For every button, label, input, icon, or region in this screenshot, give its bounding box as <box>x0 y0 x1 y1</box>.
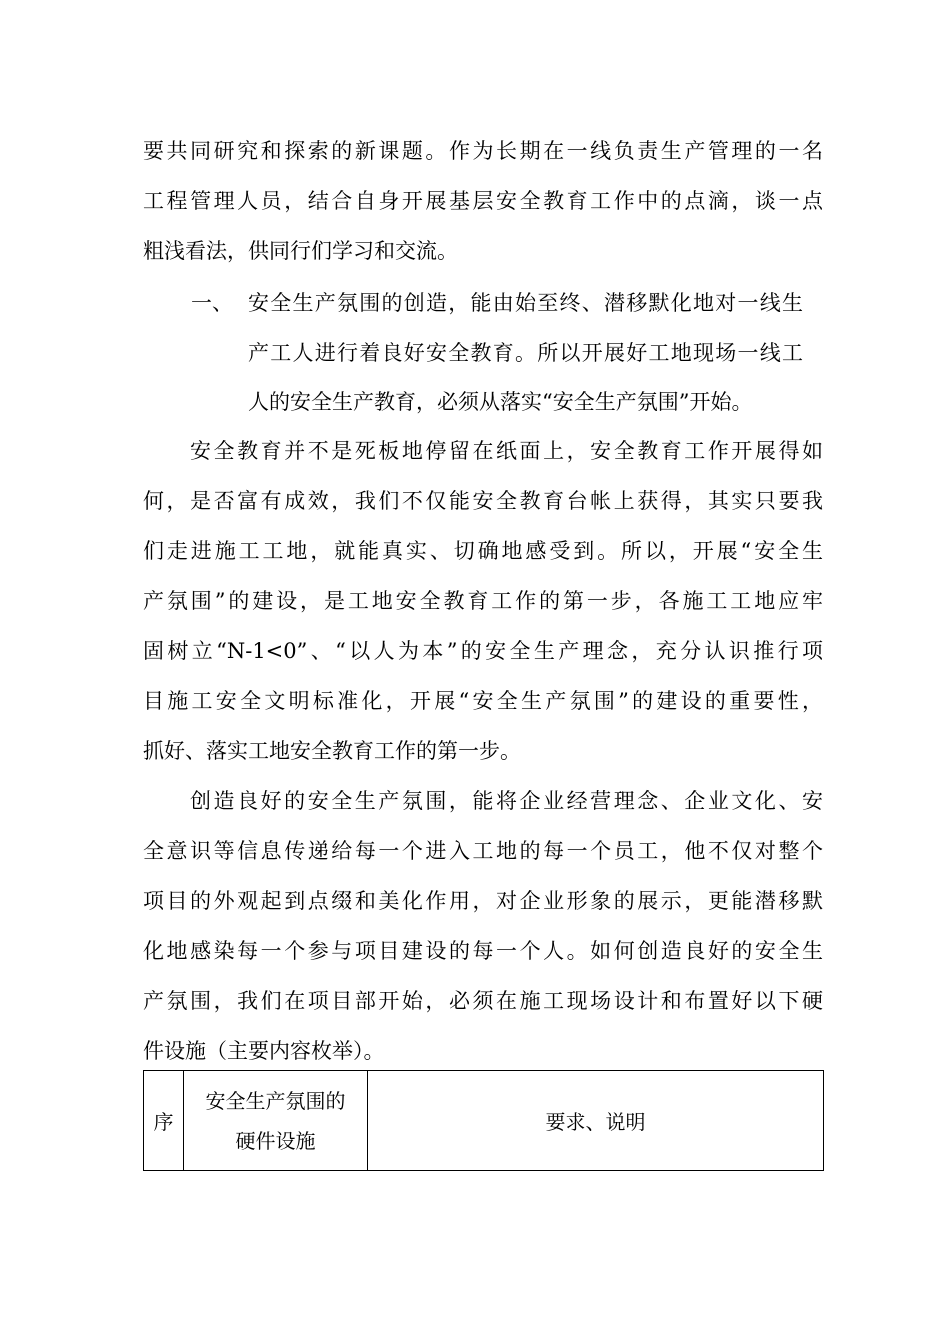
heading-line: 产工人进行着良好安全教育。所以开展好工地现场一线工 <box>248 341 803 365</box>
text-line: 何，是否富有成效，我们不仅能安全教育台帐上获得，其实只要我 <box>143 489 823 513</box>
facilities-table <box>143 1070 824 1171</box>
text-line: 项目的外观起到点缀和美化作用，对企业形象的展示，更能潜移默 <box>143 889 823 913</box>
header-cell-facility-line2: 硬件设施 <box>235 1128 316 1153</box>
text-line: 安全教育并不是死板地停留在纸面上，安全教育工作开展得如 <box>190 439 823 463</box>
text-line: 化地感染每一个参与项目建设的每一个人。如何创造良好的安全生 <box>143 939 823 963</box>
text-line: 固树立“N-1<0”、“以人为本”的安全生产理念，充分认识推行项 <box>143 639 823 663</box>
header-cell-requirements: 要求、说明 <box>368 1071 824 1171</box>
text-line: 抓好、落实工地安全教育工作的第一步。 <box>143 739 521 763</box>
text-line: 目施工安全文明标准化，开展“安全生产氛围”的建设的重要性， <box>143 689 823 713</box>
text-line: 产氛围，我们在项目部开始，必须在施工现场设计和布置好以下硬 <box>143 989 823 1013</box>
text-line: 们走进施工工地，就能真实、切确地感受到。所以，开展“安全生 <box>143 539 823 563</box>
text-line: 全意识等信息传递给每一个进入工地的每一个员工，他不仅对整个 <box>143 839 823 863</box>
heading-line: 人的安全生产教育，必须从落实“安全生产氛围”开始。 <box>248 390 753 414</box>
text-line: 创造良好的安全生产氛围，能将企业经营理念、企业文化、安 <box>190 789 823 813</box>
header-cell-facility <box>184 1071 368 1171</box>
header-cell-facility-line1: 安全生产氛围的 <box>205 1088 346 1113</box>
text-line: 件设施（主要内容枚举）。 <box>143 1039 385 1063</box>
heading-number: 一、 <box>191 291 233 315</box>
table-header-row <box>144 1071 824 1171</box>
text-line: 工程管理人员，结合自身开展基层安全教育工作中的点滴，谈一点 <box>143 189 823 213</box>
text-line: 产氛围”的建设，是工地安全教育工作的第一步，各施工工地应牢 <box>143 589 823 613</box>
text-line: 粗浅看法，供同行们学习和交流。 <box>143 239 458 263</box>
text-line: 要共同研究和探索的新课题。作为长期在一线负责生产管理的一名 <box>143 139 823 163</box>
header-cell-index: 序 <box>144 1071 184 1171</box>
heading-line: 安全生产氛围的创造，能由始至终、潜移默化地对一线生 <box>248 291 803 315</box>
